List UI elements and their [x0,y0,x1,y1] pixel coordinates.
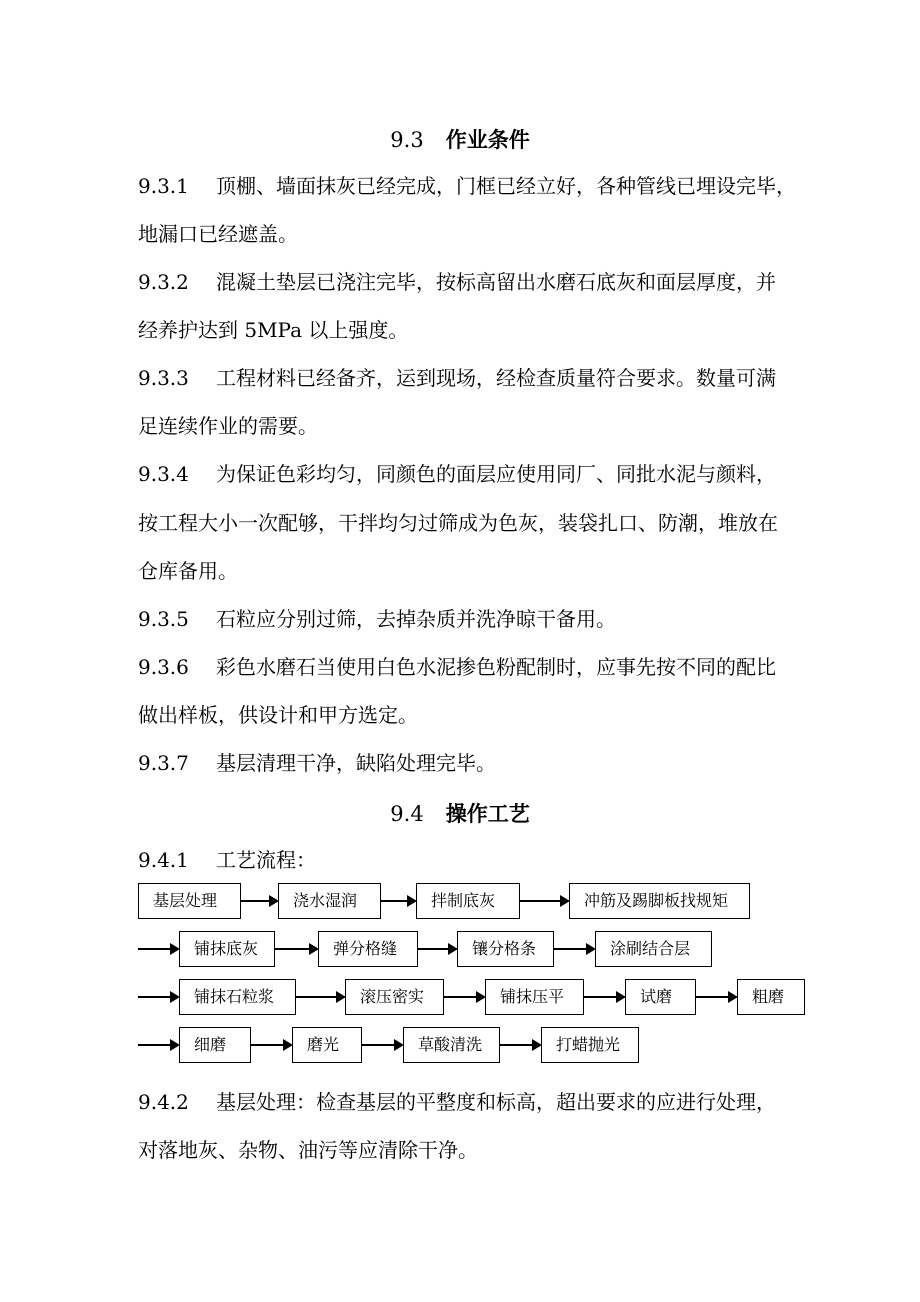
section-number: 9.4 [390,802,424,826]
item-number: 9.3.1 [138,174,189,198]
flow-step: 弹分格缝 [318,931,418,967]
flow-arrow [381,900,415,902]
item-text: 基层处理：检查基层的平整度和标高，超出要求的应进行处理， [216,1090,776,1114]
flow-arrow [241,900,277,902]
flow-step: 滚压密实 [345,979,444,1015]
flow-arrow [554,948,594,950]
item-text: 彩色水磨石当使用白色水泥掺色粉配制时，应事先按不同的配比 [216,655,776,679]
paragraph-line [138,557,238,585]
item-text: 混凝土垫层已浇注完毕，按标高留出水磨石底灰和面层厚度，并 [216,270,776,294]
item-text: 顶棚、墙面抹灰已经完成，门框已经立好，各种管线已埋设完毕， [216,174,796,198]
flow-arrow [138,1044,178,1046]
item-number: 9.3.4 [138,462,189,486]
flow-arrow [520,900,568,902]
item-text: 基层清理干净，缺陷处理完毕。 [216,751,496,775]
item-text: 做出样板，供设计和甲方选定。 [138,703,418,727]
item-number: 9.3.5 [138,607,189,631]
paragraph-line [138,701,418,729]
flow-step: 拌制底灰 [416,883,520,919]
flow-step: 涂刷结合层 [595,931,712,967]
flow-step: 基层处理 [138,883,241,919]
flow-step: 草酸清洗 [403,1027,500,1063]
item-text: 工艺流程： [216,848,316,872]
item-text: 足连续作业的需要。 [138,414,318,438]
item-number: 9.4.2 [138,1090,189,1114]
flow-arrow [138,996,178,998]
item-text: 工程材料已经备齐，运到现场，经检查质量符合要求。数量可满 [216,366,776,390]
item-number: 9.4.1 [138,848,189,872]
paragraph-line [138,364,776,392]
flow-arrow [584,996,624,998]
flow-step: 试磨 [625,979,696,1015]
paragraph-line [138,316,408,344]
paragraph-line [138,268,776,296]
flow-step: 浇水湿润 [278,883,381,919]
flow-arrow [500,1044,540,1046]
paragraph-line [138,749,496,777]
item-number: 9.3.6 [138,655,189,679]
item-number: 9.3.2 [138,270,189,294]
flow-step: 镶分格条 [457,931,554,967]
item-text: 仓库备用。 [138,559,238,583]
flow-step: 冲筋及踢脚板找规矩 [569,883,750,919]
flow-arrow [138,948,178,950]
flow-arrow [418,948,456,950]
item-number: 9.3.7 [138,751,189,775]
item-text: 按工程大小一次配够，干拌均匀过筛成为色灰，装袋扎口、防潮，堆放在 [138,511,778,535]
flow-step: 磨光 [292,1027,362,1063]
flow-step: 铺抹石粒浆 [179,979,296,1015]
flow-step: 打蜡抛光 [541,1027,639,1063]
item-text: 对落地灰、杂物、油污等应清除干净。 [138,1138,478,1162]
paragraph-line [138,653,776,681]
paragraph-line [138,1136,478,1164]
flow-step: 铺抹压平 [485,979,584,1015]
section-heading-9-3 [0,124,920,154]
section-title: 作业条件 [445,128,530,152]
flow-arrow [696,996,736,998]
flow-arrow [275,948,317,950]
paragraph-line [138,509,778,537]
paragraph-line [138,846,316,874]
paragraph-line [138,605,616,633]
flow-arrow [296,996,344,998]
paragraph-line [138,1088,776,1116]
flow-step: 铺抹底灰 [179,931,275,967]
paragraph-line [138,220,298,248]
flow-arrow [362,1044,402,1046]
item-text: 石粒应分别过筛，去掉杂质并洗净晾干备用。 [216,607,616,631]
paragraph-line [138,172,796,200]
section-title: 操作工艺 [445,802,530,826]
paragraph-line [138,412,318,440]
item-number: 9.3.3 [138,366,189,390]
item-text: 地漏口已经遮盖。 [138,222,298,246]
section-number: 9.3 [390,128,424,152]
flow-step: 粗磨 [737,979,805,1015]
flow-arrow [444,996,484,998]
paragraph-line [138,460,776,488]
item-text: 为保证色彩均匀，同颜色的面层应使用同厂、同批水泥与颜料， [216,462,776,486]
section-heading-9-4 [0,798,920,828]
item-text: 经养护达到 5MPa 以上强度。 [138,318,409,342]
flow-arrow [251,1044,291,1046]
flow-step: 细磨 [179,1027,251,1063]
